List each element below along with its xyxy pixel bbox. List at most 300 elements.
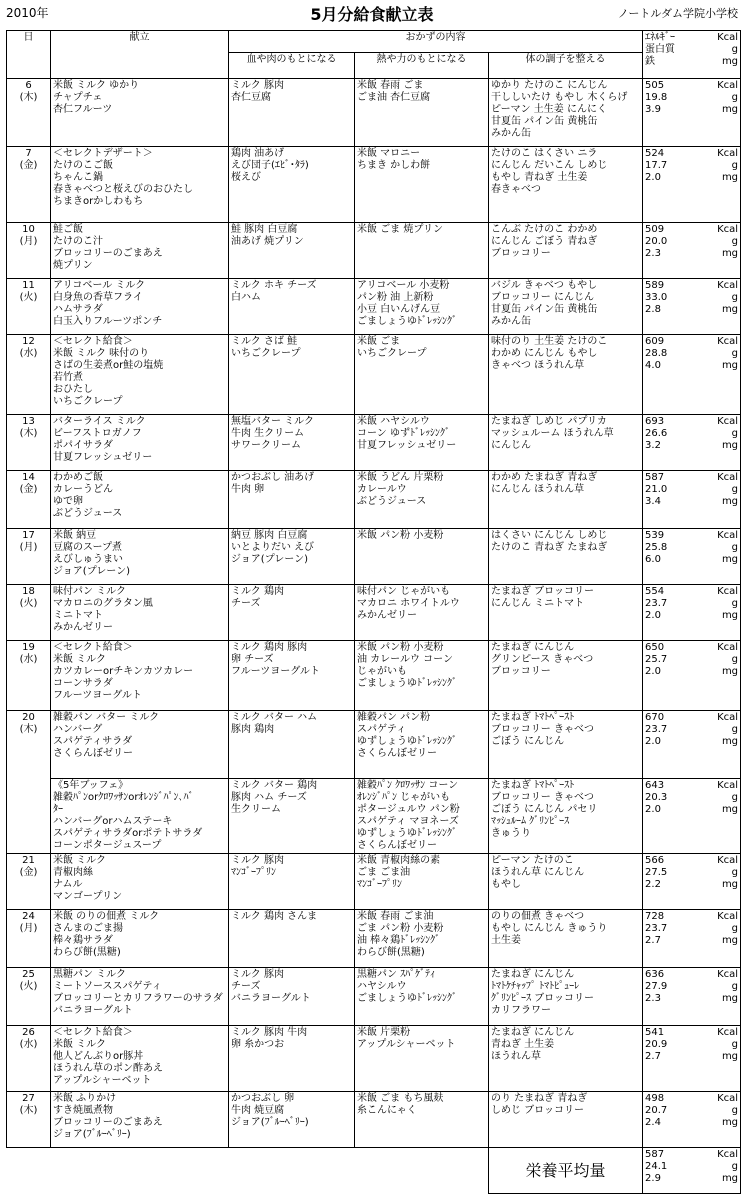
- nutrition-value: [645, 416, 738, 428]
- nutrition-value: [645, 666, 738, 678]
- ingredient: 米飯 マロニー: [357, 148, 421, 159]
- menu-item: スパゲティサラダ: [53, 736, 133, 747]
- nutrition-number: 20.7: [645, 1105, 668, 1116]
- red-cell: [229, 279, 355, 335]
- menu-cell: [51, 585, 229, 641]
- nutrition-number: 24.1: [645, 1161, 668, 1172]
- nutrition-value: [645, 542, 738, 554]
- nutrition-number: 2.7: [645, 1051, 661, 1062]
- menu-item: ブロッコリーのごまあえ: [53, 1117, 163, 1128]
- ingredient: たまねぎ ブロッコリー: [491, 586, 594, 597]
- nutrition-unit: Kcal: [717, 586, 739, 597]
- nutrition-number: 2.0: [645, 736, 661, 747]
- menu-item: ＜セレクト給食＞: [53, 1027, 133, 1038]
- nutrition-value: [645, 586, 738, 598]
- table-row: [7, 641, 741, 711]
- menu-item: バターライス ミルク: [53, 416, 146, 427]
- nutrition-value: [645, 1149, 738, 1161]
- nutrition-cell: [643, 779, 741, 854]
- school-name: ノートルダム学院小学校: [617, 7, 738, 20]
- ingredient: 米飯 青椒肉絲の素: [357, 855, 441, 866]
- nutrition-number: 554: [645, 586, 665, 597]
- ingredient: ブロッコリー にんじん: [491, 292, 594, 303]
- menu-item: ハンバーグ: [53, 724, 103, 735]
- nutrition-number: 6.0: [645, 554, 661, 565]
- ingredient: にんじん ごぼう 青ねぎ: [491, 236, 598, 247]
- nutrition-unit: mg: [721, 804, 739, 815]
- nutrition-value: [645, 336, 738, 348]
- table-row: [7, 968, 741, 1026]
- menu-item: ビーフストロガノフ: [53, 428, 142, 439]
- menu-item: ﾀｰ: [53, 804, 63, 815]
- ingredient: わらび餅(黒糖): [357, 947, 425, 958]
- menu-item: ミートソーススパゲティ: [53, 981, 162, 992]
- ingredient: ジョア(ﾌﾞﾙｰﾍﾞﾘｰ): [231, 1117, 309, 1128]
- ingredient: さくらんぼゼリー: [357, 840, 437, 851]
- table-row: [7, 335, 741, 415]
- nutrition-number: 539: [645, 530, 665, 541]
- nutrition-value: [645, 1161, 738, 1173]
- menu-cell: [51, 1026, 229, 1092]
- ingredient: 土生姜: [491, 935, 521, 946]
- nutrition-number: 20.0: [645, 236, 668, 247]
- yellow-cell: [355, 854, 489, 910]
- nutrition-cell: [643, 854, 741, 910]
- menu-item: アリコベール ミルク: [53, 280, 146, 291]
- ingredient: きゃべつ ほうれん草: [491, 360, 585, 371]
- red-cell: [229, 335, 355, 415]
- ingredient: スパゲティ: [357, 724, 407, 735]
- nutrition-value: [645, 484, 738, 496]
- ingredient: ごぼう にんじん パセリ: [491, 804, 598, 815]
- menu-item: いちごクレープ: [53, 396, 123, 407]
- nutrition-unit: Kcal: [717, 224, 739, 235]
- ingredient: グリンピース きゃべつ: [491, 654, 594, 665]
- day-of-week: (木): [19, 92, 38, 103]
- ingredient: ミルク 鶏肉 豚肉: [231, 642, 308, 653]
- yellow-cell: [355, 279, 489, 335]
- ingredient: ピーマン 土生姜 にんにく: [491, 104, 607, 115]
- day-of-week: (火): [19, 598, 38, 609]
- ingredient: みかん缶: [491, 316, 531, 327]
- ingredient: 黒糖パン ｽﾊﾟｹﾞﾃｨ: [357, 969, 436, 980]
- nutrition-number: 609: [645, 336, 665, 347]
- nutrition-unit: g: [731, 1161, 739, 1172]
- menu-cell: [51, 779, 229, 854]
- red-cell: [229, 1026, 355, 1092]
- yellow-cell: [355, 711, 489, 779]
- ingredient: ジョア(プレーン): [231, 554, 309, 565]
- ingredient: ﾏﾝｺﾞｰﾌﾟﾘﾝ: [357, 879, 402, 890]
- day-number: 19: [22, 642, 35, 653]
- yellow-cell: [355, 910, 489, 968]
- table-row: [7, 79, 741, 147]
- nutrition-number: 2.3: [645, 993, 661, 1004]
- nutrition-unit: mg: [721, 496, 739, 507]
- nutrition-number: 2.4: [645, 1117, 661, 1128]
- nutrition-value: [645, 804, 738, 816]
- yellow-cell: [355, 223, 489, 279]
- ingredient: たまねぎ しめじ パプリカ: [491, 416, 607, 427]
- day-of-week: (金): [19, 484, 38, 495]
- col-red-header: 血や肉のもとになる: [229, 53, 355, 79]
- ingredient: 卵 チーズ: [231, 654, 274, 665]
- ingredient: ゆずしょうゆﾄﾞﾚｯｼﾝｸﾞ: [357, 736, 457, 747]
- ingredient: 生クリーム: [231, 804, 281, 815]
- nutrition-number: 2.9: [645, 1173, 661, 1184]
- nutrition-value: [645, 642, 738, 654]
- nutrition-unit: Kcal: [717, 530, 739, 541]
- menu-item: 雑穀ﾊﾟﾝorｸﾛﾜｯｻﾝorｵﾚﾝｼﾞﾊﾟﾝ､ﾊﾞ: [53, 792, 194, 803]
- nutrition-cell: [643, 1026, 741, 1092]
- nutrition-cell: [643, 223, 741, 279]
- nutrition-value: [645, 867, 738, 879]
- ingredient: きゅうり: [491, 828, 531, 839]
- ingredient: 雑穀ﾊﾟﾝ ｸﾛﾜｯｻﾝ コーン: [357, 780, 459, 791]
- menu-item: 黒糖パン ミルク: [53, 969, 126, 980]
- nutrition-unit: Kcal: [717, 712, 739, 723]
- nutrition-cell: [643, 641, 741, 711]
- ingredient: いとよりだい えび: [231, 542, 315, 553]
- table-row: [7, 779, 741, 854]
- nutrition-cell: [643, 415, 741, 471]
- red-cell: [229, 415, 355, 471]
- menu-item: ポパイサラダ: [53, 440, 113, 451]
- nutrition-value: [645, 1117, 738, 1129]
- nutrition-unit: Kcal: [717, 80, 739, 91]
- menu-item: マンゴープリン: [53, 891, 123, 902]
- ingredient: 味付のり 土生姜 たけのこ: [491, 336, 608, 347]
- menu-cell: [51, 854, 229, 910]
- menu-item: アップルシャーベット: [53, 1075, 152, 1086]
- ingredient: 油 カレールウ コーン: [357, 654, 453, 665]
- nutrition-unit: Kcal: [717, 1093, 739, 1104]
- table-row: [7, 910, 741, 968]
- nutrition-value: [645, 935, 738, 947]
- ingredient: さくらんぼゼリー: [357, 748, 437, 759]
- ingredient: いちごクレープ: [357, 348, 427, 359]
- nutrition-value: [645, 981, 738, 993]
- ingredient: 甘夏缶 パイン缶 黄桃缶: [491, 116, 598, 127]
- table-row: [7, 147, 741, 223]
- menu-item: 豆腐のスープ煮: [53, 542, 122, 553]
- ingredient: いちごクレープ: [231, 348, 301, 359]
- ingredient: ハヤシルウ: [357, 981, 407, 992]
- green-cell: [489, 415, 643, 471]
- nutrition-unit: Kcal: [717, 780, 739, 791]
- ingredient: 杏仁豆腐: [231, 92, 271, 103]
- menu-cell: [51, 79, 229, 147]
- nutrition-value: [645, 530, 738, 542]
- ingredient: バジル きゃべつ もやし: [491, 280, 598, 291]
- nutrition-value: [645, 1027, 738, 1039]
- ingredient: たまねぎ ﾄﾏﾄﾍﾟｰｽﾄ: [491, 780, 575, 791]
- menu-item: さんまのごま揚: [53, 923, 123, 934]
- menu-item: 若竹煮: [53, 372, 83, 383]
- yellow-cell: [355, 779, 489, 854]
- ingredient: アップルシャーベット: [357, 1039, 456, 1050]
- nutrition-number: 17.7: [645, 160, 668, 171]
- nutrition-unit: g: [731, 1105, 739, 1116]
- menu-item: マカロニのグラタン風: [53, 598, 153, 609]
- nutrition-number: 25.7: [645, 654, 668, 665]
- menu-table: [6, 30, 741, 1194]
- menu-cell: [51, 471, 229, 529]
- ingredient: ブロッコリー: [491, 666, 551, 677]
- menu-item: ブロッコリーとカリフラワーのサラダ: [53, 993, 223, 1004]
- ingredient: 米飯 うどん 片栗粉: [357, 472, 444, 483]
- col-green-header: 体の調子を整える: [489, 53, 643, 79]
- nutrition-unit: g: [731, 792, 739, 803]
- average-row: [7, 1148, 741, 1194]
- menu-item: ぶどうジュース: [53, 508, 123, 519]
- nutrition-unit: mg: [721, 440, 739, 451]
- nutrition-value: [645, 598, 738, 610]
- red-cell: [229, 711, 355, 779]
- day-of-week: (金): [19, 867, 38, 878]
- day-cell: [7, 968, 51, 1026]
- nutrition-value: [645, 1105, 738, 1117]
- year-label: 2010年: [6, 6, 49, 20]
- nutrition-unit: mg: [721, 666, 739, 677]
- ingredient: 桜えび: [231, 172, 261, 183]
- day-number: 26: [22, 1027, 35, 1038]
- nutrition-number: 541: [645, 1027, 665, 1038]
- ingredient: にんじん ほうれん草: [491, 484, 585, 495]
- table-row: [7, 223, 741, 279]
- day-cell: [7, 335, 51, 415]
- nutrition-number: 2.0: [645, 804, 661, 815]
- menu-item: すき焼風煮物: [53, 1105, 113, 1116]
- nutrition-value: [645, 712, 738, 724]
- nutrition-number: 728: [645, 911, 665, 922]
- menu-item: 他人どんぶりor豚丼: [53, 1051, 144, 1062]
- red-cell: [229, 147, 355, 223]
- menu-item: ハムサラダ: [53, 304, 103, 315]
- nutrition-number: 27.5: [645, 867, 668, 878]
- menu-item: みかんゼリー: [53, 622, 113, 633]
- nutrition-cell: [643, 335, 741, 415]
- nutrition-value: [645, 736, 738, 748]
- menu-item: 米飯 ふりかけ: [53, 1093, 117, 1104]
- menu-item: 米飯 ミルク: [53, 855, 106, 866]
- menu-item: 杏仁フルーツ: [53, 104, 113, 115]
- ingredient: ごましょうゆﾄﾞﾚｯｼﾝｸﾞ: [357, 678, 457, 689]
- nutrition-value: [645, 724, 738, 736]
- nutrition-unit: mg: [721, 248, 739, 259]
- nutrition-cell: [643, 529, 741, 585]
- day-of-week: (月): [19, 236, 38, 247]
- menu-item: 米飯 ミルク ゆかり: [53, 80, 140, 91]
- menu-cell: [51, 641, 229, 711]
- nutrition-unit: g: [731, 428, 739, 439]
- nutrition-unit: mg: [721, 736, 739, 747]
- ingredient: 米飯 ごま: [357, 336, 401, 347]
- day-of-week: (金): [19, 160, 38, 171]
- ingredient: 春きゃべつ: [491, 184, 541, 195]
- day-of-week: (木): [19, 428, 38, 439]
- nutrition-unit: g: [731, 160, 739, 171]
- green-cell: [489, 711, 643, 779]
- menu-cell: [51, 1092, 229, 1148]
- nutrition-number: 2.0: [645, 666, 661, 677]
- red-cell: [229, 968, 355, 1026]
- nutrition-unit: mg: [721, 1051, 739, 1062]
- menu-item: ほうれん草のポン酢あえ: [53, 1063, 163, 1074]
- red-cell: [229, 529, 355, 585]
- ingredient: 牛肉 生クリーム: [231, 428, 305, 439]
- nutrition-cell: [643, 1092, 741, 1148]
- ingredient: 米飯 春雨 ごま: [357, 80, 424, 91]
- nutrition-value: [645, 148, 738, 160]
- ingredient: ごましょうゆﾄﾞﾚｯｼﾝｸﾞ: [357, 316, 457, 327]
- ingredient: 干ししいたけ もやし 木くらげ: [491, 92, 628, 103]
- menu-item: 甘夏フレッシュゼリー: [53, 452, 153, 463]
- menu-item: さばの生姜煮or鮭の塩焼: [53, 360, 164, 371]
- nutrition-number: 670: [645, 712, 665, 723]
- green-cell: [489, 147, 643, 223]
- ingredient: マッシュルーム ほうれん草: [491, 428, 614, 439]
- day-cell: [7, 585, 51, 641]
- menu-item: わかめご飯: [53, 472, 103, 483]
- ingredient: 米飯 ハヤシルウ: [357, 416, 430, 427]
- menu-item: ちまきorかしわもち: [53, 196, 144, 207]
- day-cell: [7, 415, 51, 471]
- nutrition-number: 636: [645, 969, 665, 980]
- green-cell: [489, 968, 643, 1026]
- ingredient: カリフラワー: [491, 1005, 551, 1016]
- green-cell: [489, 335, 643, 415]
- green-cell: [489, 641, 643, 711]
- nutrition-cell: [643, 471, 741, 529]
- day-number: 20: [22, 712, 35, 723]
- nutrition-unit: g: [731, 923, 739, 934]
- day-of-week: (火): [19, 292, 38, 303]
- menu-item: ナムル: [53, 879, 83, 890]
- green-cell: [489, 585, 643, 641]
- nutrition-unit: Kcal: [717, 472, 739, 483]
- ingredient: 米飯 ごま 焼プリン: [357, 224, 443, 235]
- day-cell: [7, 711, 51, 854]
- ingredient: 甘夏フレッシュゼリー: [357, 440, 457, 451]
- day-of-week: (水): [19, 654, 38, 665]
- nutrition-unit: mg: [721, 172, 739, 183]
- menu-item: 青椒肉絲: [53, 867, 93, 878]
- menu-item: 鮭ご飯: [53, 224, 83, 235]
- ingredient: ごま ごま油: [357, 867, 411, 878]
- ingredient: チーズ: [231, 981, 261, 992]
- day-number: 21: [22, 855, 35, 866]
- nutrition-value: [645, 923, 738, 935]
- nutrition-unit: mg: [721, 993, 739, 1004]
- day-of-week: (木): [19, 724, 38, 735]
- menu-item: たけのこご飯: [53, 160, 113, 171]
- day-cell: [7, 910, 51, 968]
- ingredient: 雑穀パン パン粉: [357, 712, 431, 723]
- nutrition-number: 3.9: [645, 104, 661, 115]
- ingredient: たまねぎ にんじん: [491, 969, 575, 980]
- nutrition-unit: Kcal: [717, 969, 739, 980]
- ingredient: ミルク バター 鶏肉: [231, 780, 318, 791]
- day-number: 13: [22, 416, 35, 427]
- green-cell: [489, 471, 643, 529]
- table-row: [7, 1026, 741, 1092]
- day-number: 7: [25, 148, 32, 159]
- ingredient: みかん缶: [491, 128, 531, 139]
- blank-cell: [7, 1148, 489, 1194]
- menu-item: 米飯 納豆: [53, 530, 97, 541]
- ingredient: しめじ ブロッコリー: [491, 1105, 584, 1116]
- table-row: [7, 529, 741, 585]
- ingredient: ブロッコリー きゃべつ: [491, 792, 594, 803]
- nutrition-cell: [643, 79, 741, 147]
- ingredient: ミルク 豚肉: [231, 969, 284, 980]
- ingredient: こんぶ たけのこ わかめ: [491, 224, 598, 235]
- nutrition-number: 20.9: [645, 1039, 668, 1050]
- ingredient: 米飯 パン粉 小麦粉: [357, 530, 444, 541]
- nutrition-number: 650: [645, 642, 665, 653]
- nutrition-unit: mg: [721, 304, 739, 315]
- green-cell: [489, 910, 643, 968]
- ingredient: マカロニ ホワイトルウ: [357, 598, 460, 609]
- nutrition-unit: mg: [721, 360, 739, 371]
- red-cell: [229, 223, 355, 279]
- col-yellow-header: 熱や力のもとになる: [355, 53, 489, 79]
- ingredient: ｵﾚﾝｼﾞﾊﾟﾝ じゃがいも: [357, 792, 451, 803]
- nutrition-cell: [643, 1148, 741, 1194]
- nutrition-unit: g: [731, 292, 739, 303]
- ingredient: ピーマン たけのこ: [491, 855, 574, 866]
- nutrition-number: 498: [645, 1093, 665, 1104]
- nutrition-cell: [643, 968, 741, 1026]
- ingredient: ごま パン粉 小麦粉: [357, 923, 444, 934]
- nutrition-cell: [643, 147, 741, 223]
- nutrition-value: [645, 304, 738, 316]
- menu-item: 米飯 ミルク 味付のり: [53, 348, 150, 359]
- nutrition-unit: Kcal: [717, 855, 739, 866]
- day-cell: [7, 279, 51, 335]
- nutrition-unit: g: [731, 981, 739, 992]
- nutrition-value: [645, 104, 738, 116]
- menu-cell: [51, 335, 229, 415]
- ingredient: ほうれん草 にんじん: [491, 867, 585, 878]
- menu-cell: [51, 279, 229, 335]
- day-number: 10: [22, 224, 35, 235]
- menu-item: フルーツヨーグルト: [53, 690, 142, 701]
- day-cell: [7, 1026, 51, 1092]
- menu-item: 春きゃべつと桜えびのおひたし: [53, 184, 193, 195]
- nutrition-number: 509: [645, 224, 665, 235]
- red-cell: [229, 779, 355, 854]
- day-cell: [7, 529, 51, 585]
- nutrition-unit: g: [731, 654, 739, 665]
- ingredient: 甘夏缶 パイン缶 黄桃缶: [491, 304, 598, 315]
- ingredient: ゆずしょうゆﾄﾞﾚｯｼﾝｸﾞ: [357, 828, 457, 839]
- ingredient: にんじん ミニトマト: [491, 598, 585, 609]
- ingredient: フルーツヨーグルト: [231, 666, 320, 677]
- menu-item: 白玉入りフルーツポンチ: [53, 316, 163, 327]
- nutrition-value: [645, 172, 738, 184]
- day-cell: [7, 223, 51, 279]
- nutrition-unit: g: [731, 92, 739, 103]
- ingredient: ブロッコリー きゃべつ: [491, 724, 594, 735]
- day-cell: [7, 471, 51, 529]
- nutrition-value: [645, 1039, 738, 1051]
- nutrition-number: 23.7: [645, 724, 668, 735]
- ingredient: ﾄﾏﾄｹﾁｬｯﾌﾟ ﾄﾏﾄﾋﾟｭｰﾚ: [491, 981, 580, 992]
- nutrition-unit: mg: [721, 104, 739, 115]
- day-of-week: (火): [19, 981, 38, 992]
